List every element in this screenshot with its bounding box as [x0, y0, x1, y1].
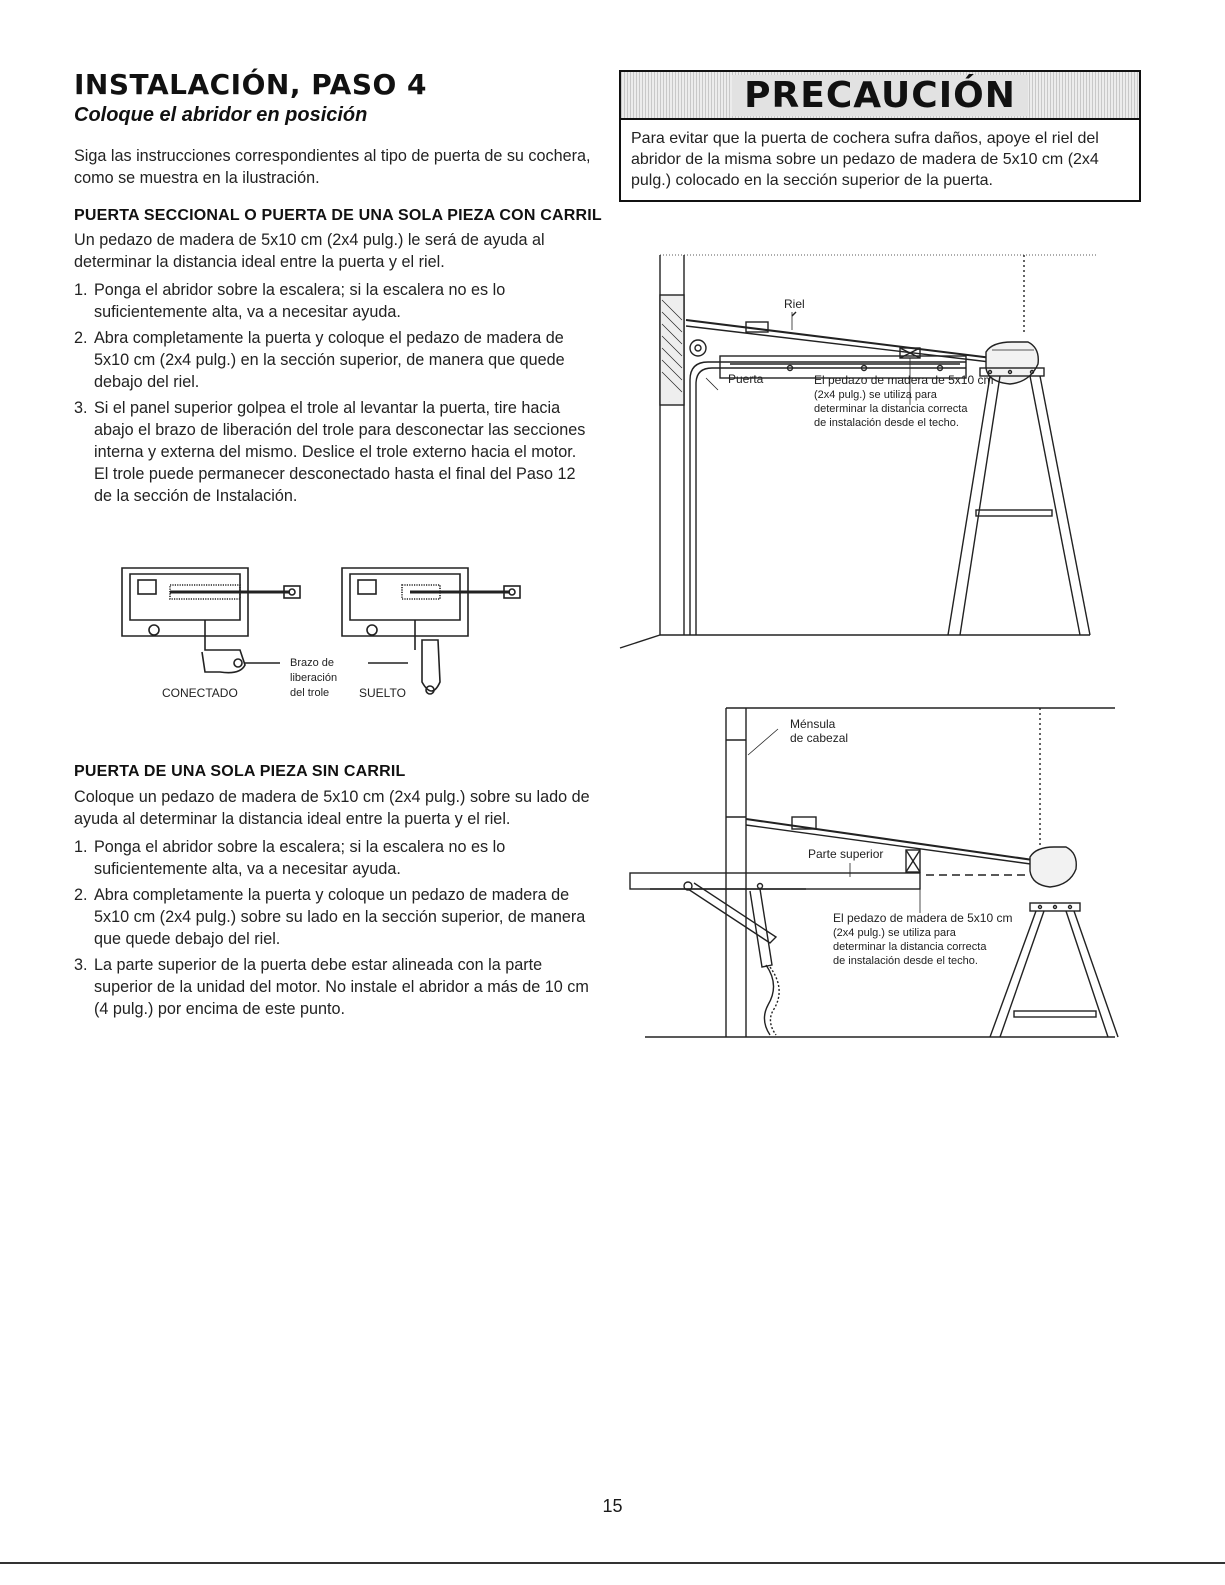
step-text: Ponga el abridor sobre la escalera; si la escalera no es lo suficientemente alta, va a necesitar ayuda. [94, 838, 506, 878]
caution-text: Para evitar que la puerta de cochera sufra daños, apoye el riel del abridor de la misma sobre un pedazo de madera de 5x10 cm (2x4 pulg.) colocado en la sección superior de la puerta. [631, 130, 1099, 189]
list-item [74, 397, 594, 507]
list-item [74, 954, 594, 1020]
sectional-door-illustration [620, 250, 1100, 655]
section1-heading: PUERTA SECCIONAL O PUERTA DE UNA SOLA PIEZA CON CARRIL [74, 207, 602, 224]
wood-label-3: determinar la distancia correcta [814, 403, 968, 415]
step-text: Abra completamente la puerta y coloque un pedazo de madera de 5x10 cm (2x4 pulg.) sobre su lado en la sección superior, de manera que quede debajo del riel. [94, 886, 586, 948]
section2-heading: PUERTA DE UNA SOLA PIEZA SIN CARRIL [74, 763, 406, 780]
caution-box [619, 70, 1141, 202]
release-arm-label-1: Brazo de [290, 657, 335, 669]
trolley-connected-label: CONECTADO [162, 686, 238, 700]
trolley-loose-label: SUELTO [359, 686, 406, 700]
page-subtitle: Coloque el abridor en posición [74, 104, 368, 126]
section2-intro: Coloque un pedazo de madera de 5x10 cm (2x4 pulg.) sobre su lado de ayuda al determinar la distancia ideal entre la puerta y el riel. [74, 788, 590, 828]
step-number: 1. [74, 281, 88, 299]
step-text: Si el panel superior golpea el trole al levantar la puerta, tire hacia abajo el brazo de liberación del trole para desconectar las secciones interna y externa del mismo. Deslice el trole externo hacia el motor. El trole puede permanecer desconectado hasta el final del Paso 12 de la sección de Instalación. [94, 399, 586, 505]
step-number: 1. [74, 838, 88, 856]
page-title: INSTALACIÓN, PASO 4 [74, 68, 428, 101]
step-text: La parte superior de la puerta debe estar alineada con la parte superior de la unidad del motor. No instale el abridor a más de 10 cm (4 pulg.) por encima de este punto. [94, 956, 589, 1018]
list-item [74, 884, 594, 950]
bottom-rule [0, 1562, 1225, 1564]
wood-label-1b: El pedazo de madera de 5x10 cm [833, 911, 1013, 925]
step-number: 3. [74, 399, 88, 417]
rail-label: Riel [784, 297, 805, 311]
list-item [74, 836, 594, 880]
intro-paragraph: Siga las instrucciones correspondientes al tipo de puerta de su cochera, como se muestra en la ilustración. [74, 147, 591, 187]
top-part-label: Parte superior [808, 847, 884, 861]
list-item [74, 279, 594, 323]
caution-title: PRECAUCIÓN [732, 75, 1028, 116]
wood-label-1: El pedazo de madera de 5x10 cm [814, 373, 994, 387]
release-arm-label-3: del trole [290, 687, 330, 699]
step-text: Ponga el abridor sobre la escalera; si la escalera no es lo suficientemente alta, va a necesitar ayuda. [94, 281, 506, 321]
wood-label-2: (2x4 pulg.) se utiliza para [814, 389, 937, 401]
step-number: 2. [74, 886, 88, 904]
section1-intro: Un pedazo de madera de 5x10 cm (2x4 pulg.) le será de ayuda al determinar la distancia ideal entre la puerta y el riel. [74, 231, 545, 271]
bracket-label-1: Ménsula [790, 717, 836, 731]
door-label: Puerta [728, 372, 764, 386]
bracket-label-2: de cabezal [790, 731, 849, 745]
one-piece-door-illustration [630, 705, 1120, 1045]
wood-label-4: de instalación desde el techo. [814, 417, 959, 429]
list-item [74, 327, 594, 393]
section2-steps [74, 836, 594, 1024]
step-number: 2. [74, 329, 88, 347]
release-arm-label-2: liberación [290, 672, 338, 684]
section1-steps [74, 279, 594, 511]
wood-label-2b: (2x4 pulg.) se utiliza para [833, 927, 956, 939]
step-text: Abra completamente la puerta y coloque el pedazo de madera de 5x10 cm (2x4 pulg.) en la sección superior, de manera que quede debajo del riel. [94, 329, 565, 391]
wood-label-3b: determinar la distancia correcta [833, 941, 987, 953]
step-number: 3. [74, 956, 88, 974]
page-number: 15 [602, 1496, 623, 1516]
caution-header [621, 72, 1139, 120]
wood-label-4b: de instalación desde el techo. [833, 955, 978, 967]
